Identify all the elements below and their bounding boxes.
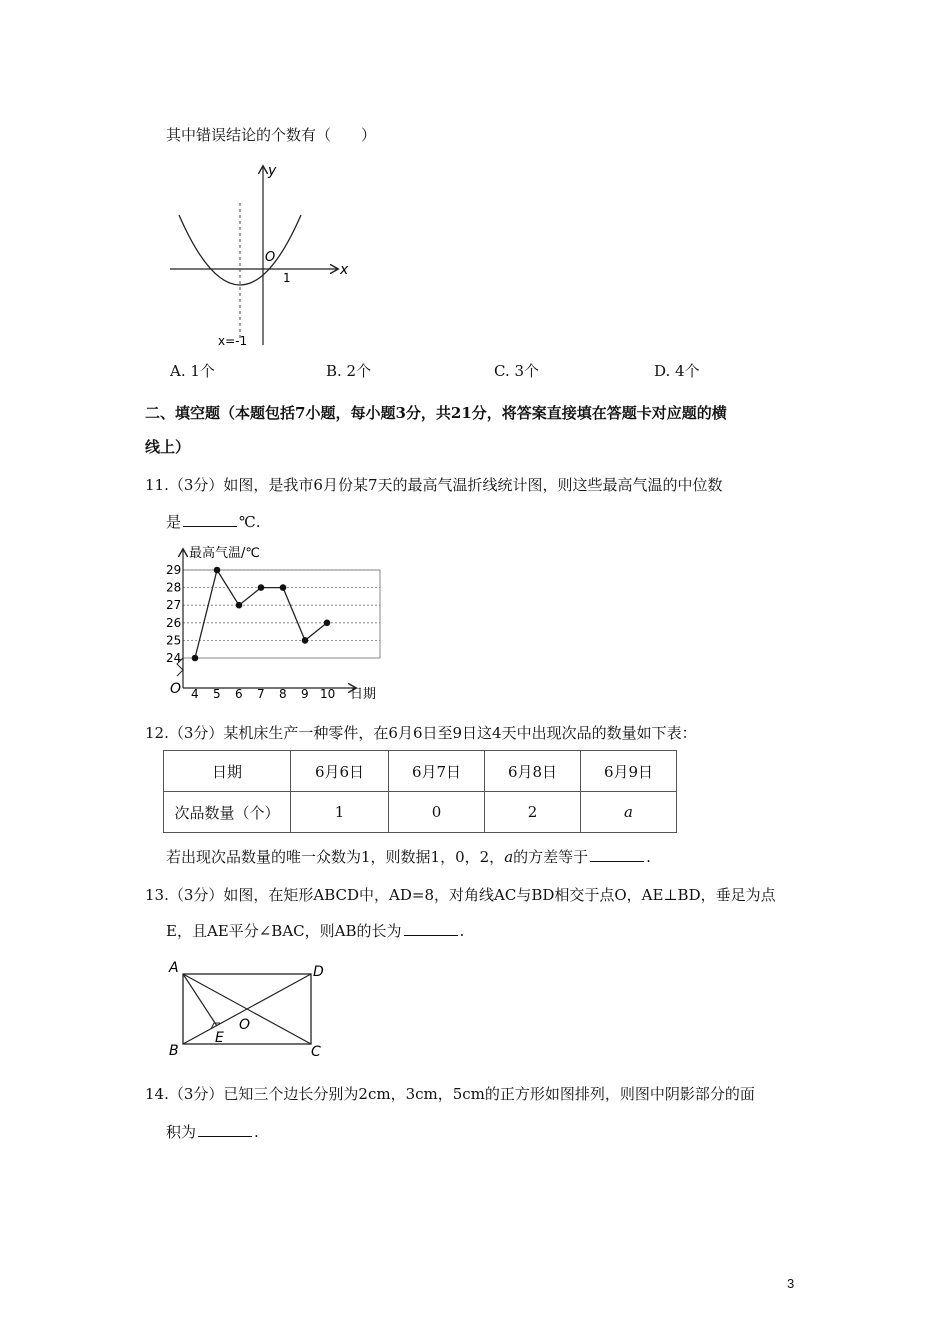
label-b: B: [169, 1043, 179, 1059]
q14-line2: [166, 1121, 259, 1142]
label-c: C: [311, 1044, 321, 1060]
chart-data-point: [280, 584, 287, 591]
table-cell: 6月8日: [485, 751, 581, 792]
chart-y-tick-label: 25: [166, 633, 182, 648]
table-cell: 日期: [164, 751, 291, 792]
q12-suffix: .: [646, 848, 651, 866]
symmetry-axis-label: x=-1: [218, 334, 248, 348]
label-o: O: [239, 1017, 251, 1033]
parabola-graph: [165, 155, 365, 350]
chart-x-tick-label: 4: [191, 687, 199, 701]
q12-answer-blank[interactable]: [590, 847, 644, 862]
table-cell: 1: [291, 792, 389, 833]
chart-data-point: [302, 637, 309, 644]
chart-x-tick-label: 8: [279, 687, 287, 701]
option-d[interactable]: D. 4个: [654, 362, 700, 380]
chart-data-point: [258, 584, 265, 591]
table-header-row: [164, 751, 677, 792]
q11-prefix: 是: [166, 513, 182, 531]
label-a: A: [169, 960, 179, 976]
prev-question-stem: 其中错误结论的个数有（ ）: [166, 126, 377, 144]
section-title-line1: 二、填空题（本题包括7小题，每小题3分，共21分，将答案直接填在答题卡对应题的横: [145, 404, 727, 422]
chart-data-point: [324, 620, 331, 627]
tick-one-label: 1: [283, 271, 291, 285]
chart-y-tick-label: 28: [166, 580, 182, 595]
page-number: 3: [787, 1276, 795, 1291]
chart-data-point: [236, 602, 243, 609]
option-b[interactable]: B. 2个: [326, 362, 372, 380]
table-cell: 0: [389, 792, 485, 833]
q13-answer-blank[interactable]: [404, 921, 458, 936]
option-a[interactable]: A. 1个: [170, 362, 215, 380]
rectangle-figure: [163, 958, 338, 1060]
q12-var: a: [504, 848, 514, 866]
q11-line1: 11.（3分）如图，是我市6月份某7天的最高气温折线统计图，则这些最高气温的中位数: [145, 476, 723, 494]
q11-line2: [166, 511, 261, 532]
chart-y-label: 最高气温/℃: [189, 546, 260, 561]
defects-table: [163, 750, 677, 833]
table-cell: a: [581, 792, 677, 833]
q13-prefix: E，且AE平分∠BAC，则AB的长为: [166, 922, 402, 940]
chart-y-tick-label: 24: [166, 651, 182, 665]
chart-x-tick-label: 9: [301, 687, 309, 701]
chart-y-tick-label: 26: [166, 615, 182, 630]
x-axis-label: x: [340, 262, 349, 278]
chart-origin-label: O: [170, 681, 182, 697]
q14-answer-blank[interactable]: [198, 1122, 252, 1137]
segment-ae: [183, 974, 217, 1026]
chart-x-label: 日期: [350, 687, 377, 702]
chart-x-tick-label: 6: [235, 687, 243, 701]
chart-plot-border: [183, 570, 380, 658]
q12-prefix: 若出现次品数量的唯一众数为1，则数据1，0，2，: [166, 848, 505, 866]
temperature-line-chart: [163, 540, 388, 705]
table-cell: 次品数量（个）: [164, 792, 291, 833]
q11-suffix: ℃.: [239, 513, 261, 531]
table-cell: 6月7日: [389, 751, 485, 792]
label-e: E: [215, 1030, 224, 1046]
q14-line1: 14.（3分）已知三个边长分别为2cm，3cm，5cm的正方形如图排列，则图中阴影部分的面: [145, 1085, 755, 1103]
label-d: D: [313, 964, 324, 980]
q14-suffix: .: [254, 1123, 259, 1141]
chart-data-point: [192, 655, 199, 662]
chart-x-tick-label: 7: [257, 687, 265, 701]
chart-x-tick-label: 5: [213, 687, 221, 701]
temperature-series-line: [195, 570, 327, 658]
section-title-line2: 线上）: [145, 438, 191, 456]
option-c[interactable]: C. 3个: [494, 362, 540, 380]
q13-line2: [166, 920, 464, 941]
q11-answer-blank[interactable]: [183, 512, 237, 527]
q12-line1: 12.（3分）某机床生产一种零件，在6月6日至9日这4天中出现次品的数量如下表：: [145, 724, 697, 742]
table-cell: 2: [485, 792, 581, 833]
q13-line1: 13.（3分）如图，在矩形ABCD中，AD=8，对角线AC与BD相交于点O，AE⊥BD，垂足为点: [145, 886, 776, 904]
chart-y-tick-label: 27: [166, 598, 182, 613]
q13-suffix: .: [459, 922, 465, 940]
y-axis-label: y: [268, 163, 277, 179]
table-cell: 6月9日: [581, 751, 677, 792]
table-cell: 6月6日: [291, 751, 389, 792]
origin-label: O: [265, 250, 276, 265]
q12-line2: [166, 846, 651, 867]
table-row: [164, 792, 677, 833]
chart-x-tick-label: 10: [320, 687, 336, 701]
q14-prefix: 积为: [166, 1123, 197, 1141]
chart-data-point: [214, 567, 221, 574]
chart-y-tick-label: 29: [166, 563, 182, 577]
q12-mid: 的方差等于: [513, 848, 589, 866]
